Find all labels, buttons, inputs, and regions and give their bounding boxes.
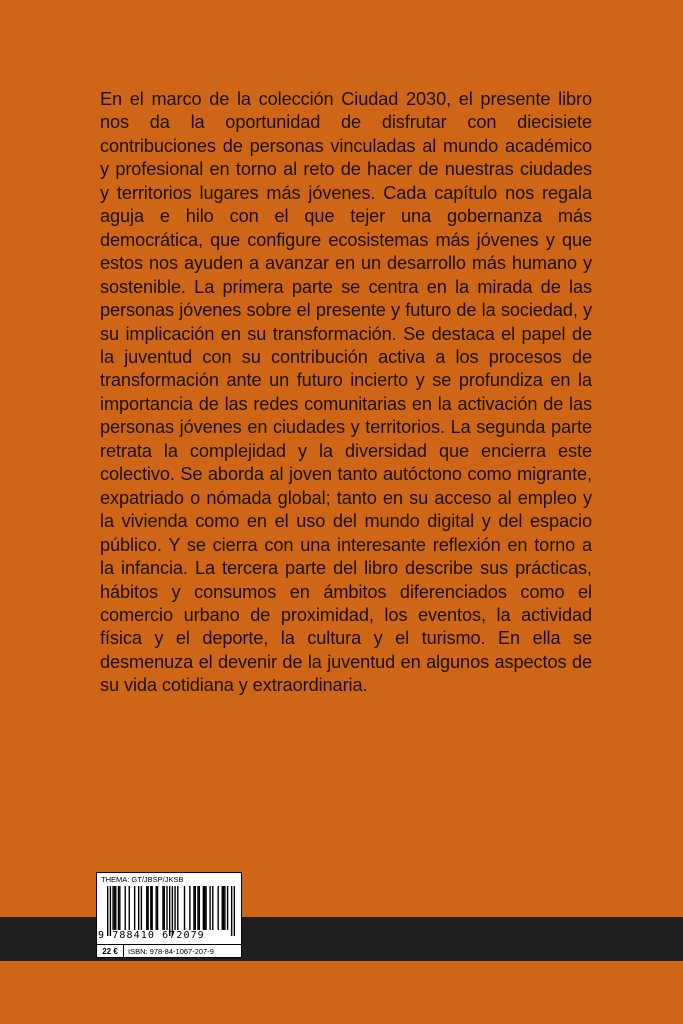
barcode-bar [224, 886, 225, 930]
barcode-bar [166, 886, 167, 930]
barcode-bar [134, 886, 135, 930]
barcode-bar [164, 886, 165, 930]
barcode-bar [204, 886, 205, 930]
ean-digits: 9 788410 672079 [98, 930, 205, 941]
barcode-bar [138, 886, 139, 930]
barcode-bar [174, 886, 175, 930]
barcode-bar [146, 886, 147, 930]
barcode-bar [231, 886, 232, 936]
barcode-bar [150, 886, 151, 930]
barcode-bar [118, 886, 119, 930]
barcode-bar [157, 886, 158, 930]
barcode-bar [172, 886, 173, 936]
barcode-bar [141, 886, 142, 930]
barcode-bar [212, 886, 213, 930]
barcode-bar [147, 886, 148, 930]
barcode-bar [156, 886, 157, 930]
price-isbn-row [97, 944, 241, 959]
barcode-bar [114, 886, 115, 930]
thema-code: THEMA: GT/JBSP/JKSB [101, 875, 184, 884]
barcode-bar [234, 886, 235, 936]
barcode-bar [199, 886, 200, 930]
barcode-bar [197, 886, 198, 930]
barcode-bar [209, 886, 210, 930]
barcode-bar [125, 886, 126, 930]
barcode-bar [107, 886, 108, 936]
barcode-bar [115, 886, 116, 930]
price: 22 € [97, 945, 124, 959]
barcode-bar [129, 886, 130, 930]
barcode-bar [162, 886, 163, 930]
barcode-bar [222, 886, 223, 930]
isbn: ISBN: 978-84-1067-207-9 [128, 947, 214, 956]
barcode-bar [112, 886, 113, 930]
barcode-bar [195, 886, 196, 930]
barcode-bar [184, 886, 185, 930]
barcode-bar [110, 886, 111, 936]
barcode-bar [169, 886, 170, 936]
barcode-bar [193, 886, 194, 930]
barcode-bar [177, 886, 178, 930]
barcode-label [96, 872, 242, 958]
barcode-bar [227, 886, 228, 930]
barcode-bar [203, 886, 204, 930]
barcode-bar [205, 886, 206, 930]
barcode-bar [119, 886, 120, 930]
back-cover-blurb: En el marco de la colección Ciudad 2030, el presente libro nos da la oportunidad de disfrutar con diecisiete contribuciones de personas vinculadas al mundo académico y profesional en torno al reto de hacer de nuestras ciudades y territorios lugares más jóvenes. Cada capítulo nos regala aguja e hilo con el que tejer una gobernanza más democrática, que configure ecosistemas más jóvenes y que estos nos ayuden a avanzar en un desarrollo más humano y sostenible. La primera parte se centra en la mirada de las personas jóvenes sobre el presente y futuro de la sociedad, y su implicación en su transformación. Se destaca el papel de la juventud con su contribución activa a los procesos de transformación ante un futuro incierto y se profundiza en la importancia de las redes comunitarias en la activación de las personas jóvenes en ciudades y territorios. La segunda parte retrata la complejidad y la diversidad que encierra este colectivo. Se aborda al joven tanto autóctono como migrante, expatriado o nómada global; tanto en su acceso al empleo y la vivienda como en el uso del mundo digital y del espacio público. Y se cierra con una interesante reflexión en torno a la infancia. La tercera parte del libro describe sus prácticas, hábitos y consumos en ámbitos diferenciados como el comercio urbano de proximidad, los eventos, la actividad física y el deporte, la cultura y el turismo. En ella se desmenuza el devenir de la juventud en algunos aspectos de su vida cotidiana y extraordinaria. [100, 89, 592, 696]
barcode-bar [217, 886, 218, 930]
barcode-bar [223, 886, 224, 930]
barcode-bar [189, 886, 190, 930]
barcode-bar [151, 886, 152, 930]
